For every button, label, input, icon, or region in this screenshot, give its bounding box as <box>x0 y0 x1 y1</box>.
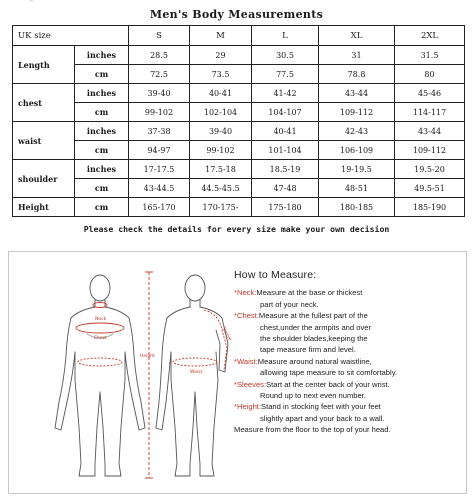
cell: 30.5 <box>252 46 319 65</box>
unit-label: inches <box>75 122 129 141</box>
table-row <box>13 179 465 198</box>
measure-label: Length <box>13 46 75 84</box>
corner-mark: ′′ <box>30 0 33 7</box>
waist-tape <box>78 358 122 366</box>
header-corner: UK size <box>13 26 129 46</box>
cell: 114-117 <box>395 103 465 122</box>
cell: 170-175- <box>190 198 252 217</box>
cell: 80 <box>395 65 465 84</box>
front-figure-outline <box>55 275 145 476</box>
cell: 180-185 <box>319 198 395 217</box>
header-row <box>13 26 465 46</box>
neck-text: Measure at the base or thickest <box>256 288 363 298</box>
sleeves-text: Start at the center back of your wrist. <box>266 379 390 389</box>
waist-instruction <box>234 356 464 379</box>
cell: 101-104 <box>252 141 319 160</box>
sleeve-label: Sleeve <box>220 326 233 343</box>
table-row <box>13 65 465 84</box>
header-size: M <box>190 26 252 46</box>
cell: 43-44 <box>395 122 465 141</box>
height-instruction <box>234 401 464 424</box>
cell: 77.5 <box>252 65 319 84</box>
height-key: *Height: <box>234 402 262 412</box>
cell: 72.5 <box>129 65 190 84</box>
chest-cont: chest,under the armpits and over <box>260 322 372 332</box>
cell: 45-46 <box>395 84 465 103</box>
header-size: L <box>252 26 319 46</box>
cell: 104-107 <box>252 103 319 122</box>
cell: 44.5-45.5 <box>190 179 252 198</box>
cell: 49.5-51 <box>395 179 465 198</box>
cell: 106-109 <box>319 141 395 160</box>
cell: 47-48 <box>252 179 319 198</box>
table-row <box>13 103 465 122</box>
neck-instruction <box>234 287 464 310</box>
cell: 109-112 <box>395 141 465 160</box>
height-text: Stand in stocking feet with your feet <box>261 402 381 412</box>
cell: 39-40 <box>190 122 252 141</box>
cell: 42-43 <box>319 122 395 141</box>
how-to-measure-instructions <box>234 270 464 436</box>
neck-label: Neck <box>95 317 107 322</box>
sleeves-cont: Round up to next even number. <box>260 391 366 401</box>
unit-label: cm <box>75 103 129 122</box>
table-row <box>13 122 465 141</box>
header-size: XL <box>319 26 395 46</box>
measure-label: waist <box>13 122 75 160</box>
cell: 29 <box>190 46 252 65</box>
table-row <box>13 160 465 179</box>
chest-key: *Chest: <box>234 311 259 321</box>
unit-label: inches <box>75 84 129 103</box>
measure-label: shoulder <box>13 160 75 198</box>
cell: 19.5-20 <box>395 160 465 179</box>
chest-cont: tape measure firm and level. <box>260 345 356 355</box>
cell: 40-41 <box>190 84 252 103</box>
header-size: 2XL <box>395 26 465 46</box>
table-row <box>13 46 465 65</box>
cell: 19-19.5 <box>319 160 395 179</box>
cell: 165-170 <box>129 198 190 217</box>
cell: 18.5-19 <box>252 160 319 179</box>
cell: 37-38 <box>129 122 190 141</box>
cell: 78.8 <box>319 65 395 84</box>
cell: 48-51 <box>319 179 395 198</box>
cell: 175-180 <box>252 198 319 217</box>
height-label: Height <box>140 354 155 359</box>
unit-label: cm <box>75 141 129 160</box>
cell: 43-44 <box>319 84 395 103</box>
cell: 99-102 <box>190 141 252 160</box>
cell: 73.5 <box>190 65 252 84</box>
table-row <box>13 84 465 103</box>
cell: 43-44.5 <box>129 179 190 198</box>
how-to-heading: How to Measure: <box>234 269 317 281</box>
chest-text: Measure at the fullest part of the <box>258 311 368 321</box>
waist-label: Waist <box>190 370 203 375</box>
final-instruction: Measure from the floor to the top of your head. <box>234 425 391 435</box>
chest-cont: the shoulder blades,keeping the <box>260 334 368 344</box>
cell: 31 <box>319 46 395 65</box>
table-title: Men's Body Measurements <box>149 8 324 21</box>
cell: 94-97 <box>129 141 190 160</box>
cell: 102-104 <box>190 103 252 122</box>
waist-cont: allowing tape measure to sit comfortably. <box>260 368 398 378</box>
sleeves-instruction <box>234 379 464 402</box>
unit-label: cm <box>75 65 129 84</box>
chest-tape <box>76 323 124 333</box>
waist-key: *Waist: <box>234 356 258 366</box>
neck-key: *Neck: <box>234 288 257 298</box>
measure-label: Height <box>13 198 75 217</box>
unit-label: inches <box>75 160 129 179</box>
measure-label: chest <box>13 84 75 122</box>
size-note: Please check the details for every size make your own decision <box>83 224 390 234</box>
cell: 99-102 <box>129 103 190 122</box>
chest-label: Chest <box>94 336 107 341</box>
table-row <box>13 141 465 160</box>
how-to-measure-panel <box>8 251 467 494</box>
cell: 109-112 <box>319 103 395 122</box>
waist-text: Measure around natural waistline, <box>257 356 372 366</box>
cell: 17.5-18 <box>190 160 252 179</box>
cell: 185-190 <box>395 198 465 217</box>
header-size: S <box>129 26 190 46</box>
neck-cont: part of your neck. <box>260 299 319 309</box>
cell: 28.5 <box>129 46 190 65</box>
height-cont: slightly apart and your back to a wall. <box>260 413 385 423</box>
cell: 40-41 <box>252 122 319 141</box>
table-row <box>13 198 465 217</box>
cell: 41-42 <box>252 84 319 103</box>
size-chart-table <box>12 25 465 217</box>
chest-instruction <box>234 310 464 356</box>
cell: 39-40 <box>129 84 190 103</box>
unit-label: cm <box>75 179 129 198</box>
unit-label: inches <box>75 46 129 65</box>
sleeves-key: *Sleeves: <box>234 379 267 389</box>
body-figures-illustration <box>9 252 234 493</box>
cell: 31.5 <box>395 46 465 65</box>
side-figure-outline <box>156 275 228 476</box>
cell: 17-17.5 <box>129 160 190 179</box>
unit-label: cm <box>75 198 129 217</box>
